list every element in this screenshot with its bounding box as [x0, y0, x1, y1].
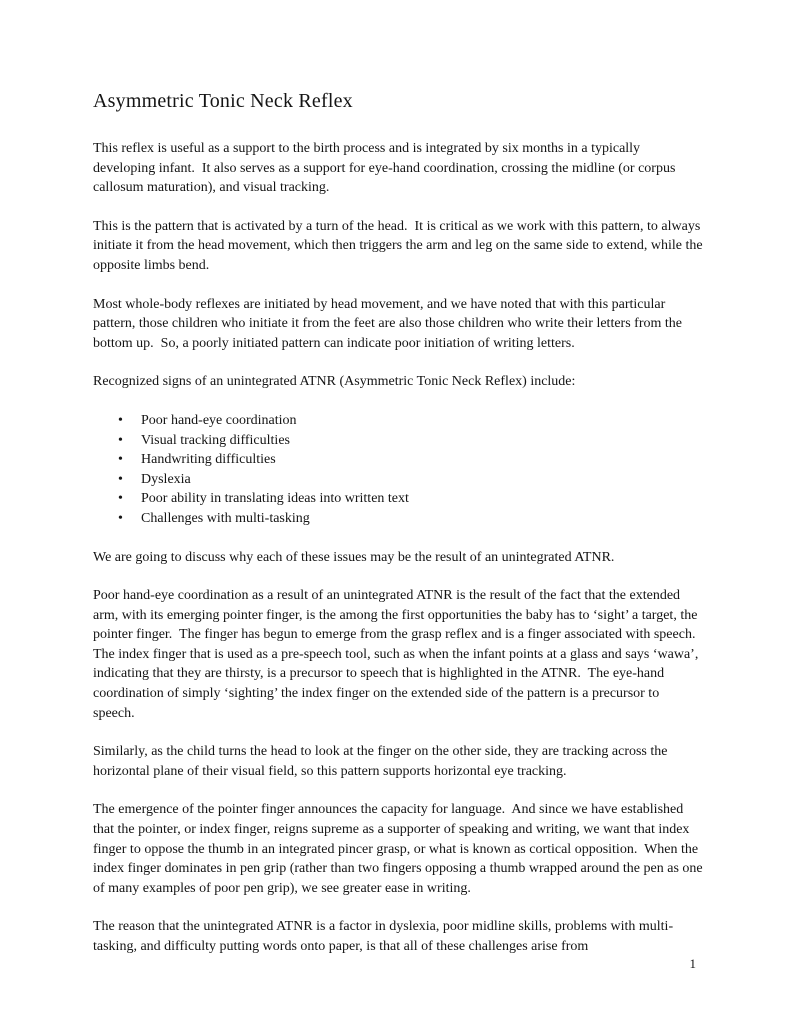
- paragraph-dyslexia-reason: The reason that the unintegrated ATNR is a factor in dyslexia, poor midline skills, problems with multi-tasking, and difficulty putting words onto paper, is that all of these challenges arise from: [93, 919, 674, 954]
- paragraph-pointer-finger: The emergence of the pointer finger announces the capacity for language. And since we have established that the pointer, or index finger, reigns supreme as a supporter of speaking and writing, we want that index finger to oppose the thumb in an integrated pincer grasp, or what is known as cortical opposition. When the index finger dominates in pen grip (rather than two fingers opposing a thumb wrapped around the pen as one of many examples of poor pen grip), we see greater ease in writing.: [93, 802, 707, 896]
- list-item: • Handwriting difficulties: [118, 450, 701, 470]
- list-item: • Visual tracking difficulties: [118, 431, 701, 451]
- paragraph-whole-body-reflexes: Most whole-body reflexes are initiated by head movement, and we have noted that with this particular pattern, those children who initiate it from the feet are also those children who write their letters from the bottom up. So, a poorly initiated pattern can indicate poor initiation of writing letters.: [93, 296, 686, 351]
- paragraph-head-turn: This is the pattern that is activated by a turn of the head. It is critical as we work with this pattern, to always initiate it from the head movement, which then triggers the arm and leg on the same side to extend, while the opposite limbs bend.: [93, 218, 707, 273]
- paragraph-discussion-lead: We are going to discuss why each of these issues may be the result of an unintegrated ATNR.: [93, 549, 615, 565]
- signs-bullet-list: [93, 411, 701, 529]
- paragraph-recognized-signs: Recognized signs of an unintegrated ATNR (Asymmetric Tonic Neck Reflex) include:: [93, 374, 576, 390]
- page-title: Asymmetric Tonic Neck Reflex: [93, 90, 353, 112]
- page-number: 1: [689, 956, 696, 971]
- list-item: • Dyslexia: [118, 470, 701, 490]
- list-item: • Poor hand-eye coordination: [118, 411, 701, 431]
- paragraph-hand-eye: Poor hand-eye coordination as a result of an unintegrated ATNR is the result of the fact that the extended arm, with its emerging pointer finger, is the among the first opportunities the baby has to ‘sight’ a target, the pointer finger. The finger has begun to emerge from the grasp reflex and is a finger associated with speech. The index finger that is used as a pre-speech tool, such as when the infant points at a glass and says ‘wawa’, indicating that they are thirsty, is a precursor to speech that is highlighted in the ATNR. The eye-hand coordination of simply ‘sighting’ the index finger on the extended side of the pattern is a precursor to speech.: [93, 588, 703, 721]
- paragraph-intro: This reflex is useful as a support to the birth process and is integrated by six months in a typically developing infant. It also serves as a support for eye-hand coordination, crossing the midline (or corpus callosum maturation), and visual tracking.: [93, 141, 679, 196]
- paragraph-tracking: Similarly, as the child turns the head to look at the finger on the other side, they are tracking across the horizontal plane of their visual field, so this pattern supports horizontal eye tracking.: [93, 744, 671, 779]
- list-item: • Challenges with multi-tasking: [118, 509, 701, 529]
- list-item: • Poor ability in translating ideas into written text: [118, 489, 701, 509]
